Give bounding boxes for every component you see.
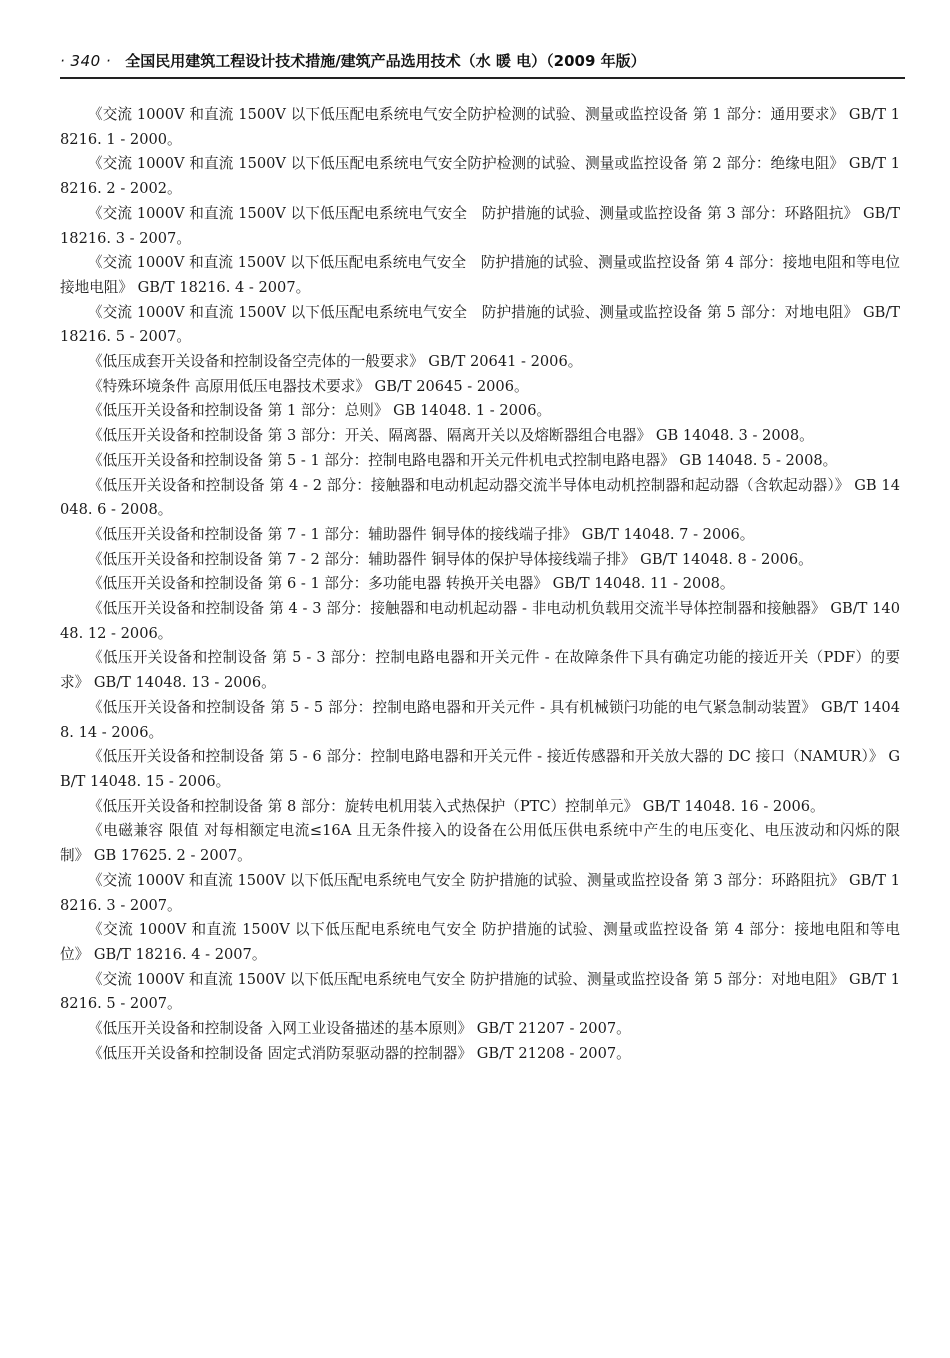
- standard-entry: 《交流 1000V 和直流 1500V 以下低压配电系统电气安全 防护措施的试验、测量或监控设备 第 5 部分：对地电阻》 GB/T 18216. 5 - 2007。: [60, 970, 900, 1013]
- standard-entry: 《低压开关设备和控制设备 第 7 - 1 部分：辅助器件 铜导体的接线端子排》 GB/T 14048. 7 - 2006。: [88, 525, 755, 543]
- standard-entry: 《低压开关设备和控制设备 第 6 - 1 部分：多功能电器 转换开关电器》 GB/T 14048. 11 - 2008。: [88, 575, 735, 593]
- standards-list: [60, 103, 900, 1066]
- standard-entry: 《低压成套开关设备和控制设备空壳体的一般要求》 GB/T 20641 - 2006。: [88, 353, 583, 371]
- standard-entry: 《特殊环境条件 高原用低压电器技术要求》 GB/T 20645 - 2006。: [88, 377, 529, 395]
- page-number: · 340 ·: [60, 52, 112, 70]
- standard-entry: 《低压开关设备和控制设备 第 1 部分：总则》 GB 14048. 1 - 2006。: [88, 402, 552, 420]
- standard-entry: 《低压开关设备和控制设备 固定式消防泵驱动器的控制器》 GB/T 21208 - 2007。: [88, 1044, 631, 1062]
- standard-entry: 《交流 1000V 和直流 1500V 以下低压配电系统电气安全 防护措施的试验、测量或监控设备 第 4 部分：接地电阻和等电位接地电阻》 GB/T 18216. 4 - 2007。: [60, 254, 900, 296]
- standard-entry: 《低压开关设备和控制设备 第 7 - 2 部分：辅助器件 铜导体的保护导体接线端子排》 GB/T 14048. 8 - 2006。: [88, 550, 813, 568]
- standard-entry: 《低压开关设备和控制设备 入网工业设备描述的基本原则》 GB/T 21207 - 2007。: [88, 1020, 631, 1038]
- standard-entry: 《交流 1000V 和直流 1500V 以下低压配电系统电气安全 防护措施的试验、测量或监控设备 第 4 部分：接地电阻和等电位》 GB/T 18216. 4 - 2007。: [60, 921, 900, 963]
- standard-entry: 《低压开关设备和控制设备 第 5 - 5 部分：控制电路电器和开关元件 - 具有机械锁闩功能的电气紧急制动装置》 GB/T 14048. 14 - 2006。: [60, 698, 900, 741]
- standard-entry: 《低压开关设备和控制设备 第 5 - 3 部分：控制电路电器和开关元件 - 在故障条件下具有确定功能的接近开关（PDF）的要求》 GB/T 14048. 13 - 2006。: [60, 649, 900, 692]
- standard-entry: 《低压开关设备和控制设备 第 5 - 1 部分：控制电路电器和开关元件机电式控制电路电器》 GB 14048. 5 - 2008。: [88, 451, 838, 469]
- standard-entry: 《低压开关设备和控制设备 第 8 部分：旋转电机用装入式热保护（PTC）控制单元》 GB/T 14048. 16 - 2006。: [88, 797, 825, 815]
- running-header: [60, 50, 905, 71]
- standard-entry: 《交流 1000V 和直流 1500V 以下低压配电系统电气安全 防护措施的试验、测量或监控设备 第 3 部分：环路阻抗》 GB/T 18216. 3 - 2007。: [60, 871, 900, 914]
- standard-entry: 《交流 1000V 和直流 1500V 以下低压配电系统电气安全 防护措施的试验、测量或监控设备 第 3 部分：环路阻抗》 GB/T 18216. 3 - 2007。: [60, 204, 900, 247]
- standard-entry: 《低压开关设备和控制设备 第 4 - 2 部分：接触器和电动机起动器交流半导体电动机控制器和起动器（含软起动器）》 GB 14048. 6 - 2008。: [60, 476, 900, 519]
- standard-entry: 《低压开关设备和控制设备 第 4 - 3 部分：接触器和电动机起动器 - 非电动机负载用交流半导体控制器和接触器》 GB/T 14048. 12 - 2006。: [60, 600, 900, 642]
- standard-entry: 《低压开关设备和控制设备 第 5 - 6 部分：控制电路电器和开关元件 - 接近传感器和开关放大器的 DC 接口（NAMUR）》 GB/T 14048. 15 - 2006。: [60, 748, 900, 790]
- book-title: 全国民用建筑工程设计技术措施/建筑产品选用技术（水 暖 电）（2009 年版）: [125, 52, 646, 70]
- standard-entry: 《电磁兼容 限值 对每相额定电流≤16A 且无条件接入的设备在公用低压供电系统中产生的电压变化、电压波动和闪烁的限制》 GB 17625. 2 - 2007。: [60, 822, 900, 865]
- standard-entry: 《交流 1000V 和直流 1500V 以下低压配电系统电气安全防护检测的试验、测量或监控设备 第 2 部分：绝缘电阻》 GB/T 18216. 2 - 2002。: [60, 155, 900, 198]
- standard-entry: 《交流 1000V 和直流 1500V 以下低压配电系统电气安全防护检测的试验、测量或监控设备 第 1 部分：通用要求》 GB/T 18216. 1 - 2000。: [60, 106, 900, 148]
- standard-entry: 《低压开关设备和控制设备 第 3 部分：开关、隔离器、隔离开关以及熔断器组合电器》 GB 14048. 3 - 2008。: [88, 427, 814, 445]
- standard-entry: 《交流 1000V 和直流 1500V 以下低压配电系统电气安全 防护措施的试验、测量或监控设备 第 5 部分：对地电阻》 GB/T 18216. 5 - 2007。: [60, 303, 900, 346]
- header-rule: [60, 77, 905, 79]
